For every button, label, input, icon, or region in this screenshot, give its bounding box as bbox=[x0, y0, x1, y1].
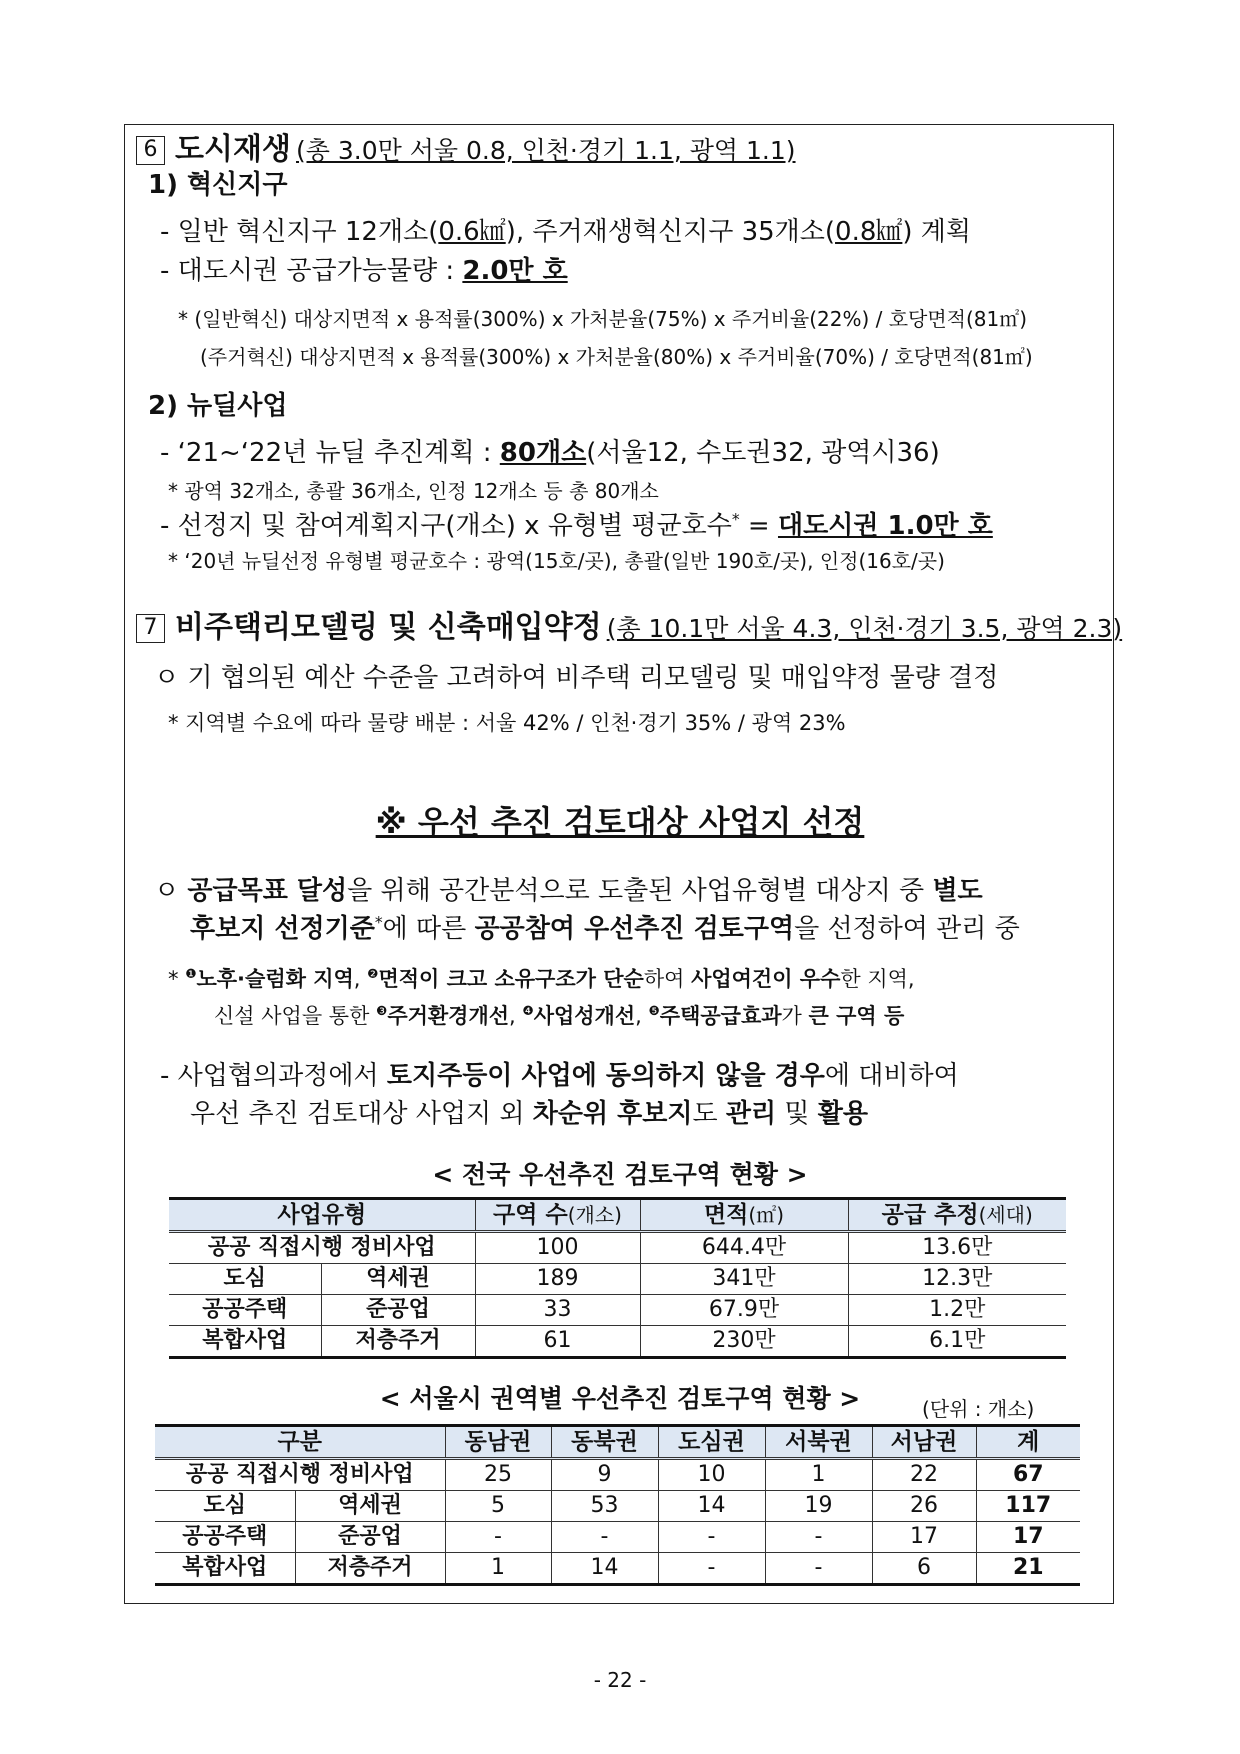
section-number: 6 bbox=[136, 136, 165, 165]
cell: 14 bbox=[658, 1491, 765, 1522]
cell: 9 bbox=[551, 1459, 658, 1491]
note-housing-innovation: (주거혁신) 대상지면적 x 용적률(300%) x 가처분율(80%) x 주거비율(70%) / 호당면적(81㎡) bbox=[200, 345, 1033, 369]
unit: (㎡) bbox=[748, 1203, 785, 1227]
emphasis: 차순위 후보지 bbox=[532, 1099, 693, 1129]
cell: - bbox=[658, 1522, 765, 1553]
emphasis: 사업성개선 bbox=[533, 1004, 636, 1028]
col-header-count bbox=[475, 1199, 640, 1232]
bullet-remodeling: ㅇ 기 협의된 예산 수준을 고려하여 비주택 리모델링 및 매입약정 물량 결정 bbox=[154, 663, 999, 693]
group-label: 도심 bbox=[155, 1491, 295, 1522]
emphasis: 활용 bbox=[817, 1099, 868, 1129]
text: 을 선정하여 관리 중 bbox=[794, 914, 1020, 944]
text: 가 bbox=[781, 1004, 809, 1028]
text: 우선 추진 검토대상 사업지 외 bbox=[190, 1099, 533, 1129]
text: - 사업협의과정에서 bbox=[160, 1061, 387, 1091]
table-row bbox=[169, 1295, 1066, 1326]
text: , bbox=[509, 1004, 523, 1028]
text: 한 지역, bbox=[840, 967, 915, 991]
bullet-supply-volume bbox=[160, 250, 568, 287]
cell: 19 bbox=[765, 1491, 872, 1522]
emphasis: 주거환경개선 bbox=[387, 1004, 510, 1028]
subheading-newdeal: 2) 뉴딜사업 bbox=[148, 391, 288, 421]
section-summary: (총 3.0만 서울 0.8, 인천·경기 1.1, 광역 1.1) bbox=[296, 136, 796, 165]
table-row bbox=[155, 1491, 1080, 1522]
row-label: 준공업 bbox=[295, 1522, 445, 1553]
col-header-southeast: 동남권 bbox=[445, 1426, 551, 1459]
group-label: 복합사업 bbox=[169, 1326, 321, 1358]
cell: - bbox=[445, 1522, 551, 1553]
cell-total: 117 bbox=[1005, 1493, 1052, 1518]
cell: 14 bbox=[551, 1553, 658, 1585]
emphasis: 관리 bbox=[725, 1099, 777, 1129]
marker: ❸ bbox=[376, 1003, 388, 1018]
priority-title: ※ 우선 추진 검토대상 사업지 선정 bbox=[375, 803, 865, 841]
text: - 일반 혁신지구 12개소( bbox=[160, 217, 439, 247]
row-label: 준공업 bbox=[321, 1295, 475, 1326]
criteria-note-line1 bbox=[168, 963, 915, 993]
table-header-row bbox=[155, 1426, 1080, 1459]
table1-caption: < 전국 우선추진 검토구역 현황 > bbox=[432, 1160, 808, 1189]
section-number: 7 bbox=[136, 614, 165, 643]
table-row bbox=[169, 1264, 1066, 1295]
col-header-category: 구분 bbox=[155, 1426, 445, 1459]
seoul-region-table bbox=[155, 1424, 1080, 1586]
cell-area: 67.9만 bbox=[640, 1295, 848, 1326]
table-row bbox=[169, 1232, 1066, 1264]
table-header-row bbox=[169, 1199, 1066, 1232]
fallback-paragraph-line2 bbox=[190, 1093, 868, 1130]
cell-supply: 1.2만 bbox=[929, 1297, 986, 1322]
cell: 10 bbox=[658, 1459, 765, 1491]
section-summary: (총 10.1만 서울 4.3, 인천·경기 3.5, 광역 2.3) bbox=[606, 614, 1123, 643]
priority-paragraph-line1 bbox=[154, 870, 983, 907]
cell: 1 bbox=[765, 1459, 872, 1491]
cell-count: 33 bbox=[475, 1295, 640, 1326]
cell-supply: 6.1만 bbox=[929, 1328, 986, 1353]
text: - 대도시권 공급가능물량 : bbox=[160, 256, 463, 286]
cell: 6 bbox=[872, 1553, 976, 1585]
cell-area: 230만 bbox=[640, 1326, 848, 1358]
cell-supply: 12.3만 bbox=[922, 1266, 993, 1291]
cell-count: 61 bbox=[475, 1326, 640, 1358]
col-header-southwest: 서남권 bbox=[872, 1426, 976, 1459]
marker: ❶ bbox=[185, 966, 197, 981]
supply-value: 2.0만 호 bbox=[462, 256, 568, 286]
text: 에 따른 bbox=[382, 914, 475, 944]
cell: 17 bbox=[872, 1522, 976, 1553]
text: 에 대비하여 bbox=[824, 1061, 959, 1091]
emphasis: 공급목표 달성 bbox=[187, 876, 348, 906]
area-value: 0.8㎢ bbox=[835, 217, 903, 247]
nationwide-table bbox=[169, 1197, 1066, 1359]
cell-count: 189 bbox=[475, 1264, 640, 1295]
text: , bbox=[353, 967, 368, 991]
area-value: 0.6㎢ bbox=[438, 217, 506, 247]
table-row bbox=[169, 1326, 1066, 1358]
text: ), 주거재생혁신지구 35개소( bbox=[505, 217, 836, 247]
cell: - bbox=[551, 1522, 658, 1553]
emphasis: 토지주등이 사업에 동의하지 않을 경우 bbox=[386, 1061, 825, 1091]
col-header-northwest: 서북권 bbox=[765, 1426, 872, 1459]
cell-area: 644.4만 bbox=[640, 1232, 848, 1264]
table-row bbox=[155, 1459, 1080, 1491]
cell-total: 67 bbox=[1012, 1462, 1044, 1487]
cell: 5 bbox=[445, 1491, 551, 1522]
bullet-newdeal-plan bbox=[160, 432, 940, 469]
text: - 선정지 및 참여계획지구(개소) x 유형별 평균호수 bbox=[160, 511, 732, 541]
cell-supply: 13.6만 bbox=[922, 1235, 993, 1260]
group-label: 도심 bbox=[169, 1264, 321, 1295]
text: , bbox=[635, 1004, 649, 1028]
emphasis: 별도 bbox=[932, 876, 983, 906]
bullet-innovation-count bbox=[160, 211, 971, 248]
row-label: 저층주거 bbox=[321, 1326, 475, 1358]
note-regional-allocation: * 지역별 수요에 따라 물량 배분 : 서울 42% / 인천·경기 35% / 광역 23% bbox=[168, 711, 846, 735]
page-number: - 22 - bbox=[593, 1668, 647, 1692]
note-newdeal-breakdown: * 광역 32개소, 총괄 36개소, 인정 12개소 등 총 80개소 bbox=[168, 479, 659, 503]
subheading-innovation: 1) 혁신지구 bbox=[148, 170, 288, 200]
section-title: 비주택리모델링 및 신축매입약정 bbox=[175, 610, 602, 645]
text: 구역 수 bbox=[493, 1202, 568, 1228]
marker: ❺ bbox=[648, 1003, 660, 1018]
emphasis: 공공참여 우선추진 검토구역 bbox=[474, 914, 795, 944]
table-row bbox=[155, 1522, 1080, 1553]
unit: (세대) bbox=[978, 1203, 1033, 1227]
fallback-paragraph-line1 bbox=[160, 1055, 959, 1092]
text: 면적 bbox=[703, 1202, 749, 1228]
emphasis: 큰 구역 등 bbox=[808, 1004, 905, 1028]
col-header-northeast: 동북권 bbox=[551, 1426, 658, 1459]
emphasis: 면적이 크고 소유구조가 단순 bbox=[378, 967, 644, 991]
text: 하여 bbox=[643, 967, 692, 991]
section-6-heading bbox=[136, 124, 796, 168]
col-header-downtown: 도심권 bbox=[658, 1426, 765, 1459]
row-label: 공공 직접시행 정비사업 bbox=[155, 1459, 445, 1491]
cell: - bbox=[765, 1522, 872, 1553]
cell: 25 bbox=[445, 1459, 551, 1491]
row-label: 역세권 bbox=[295, 1491, 445, 1522]
text: - ‘21~‘22년 뉴딜 추진계획 : bbox=[160, 438, 500, 468]
text: 도 bbox=[692, 1099, 726, 1129]
text: * bbox=[168, 967, 186, 991]
text: (서울12, 수도권32, 광역시36) bbox=[586, 438, 940, 468]
marker: ❷ bbox=[367, 966, 379, 981]
cell: 1 bbox=[445, 1553, 551, 1585]
col-header-area bbox=[640, 1199, 848, 1232]
section-7-heading bbox=[136, 602, 1122, 646]
note-general-innovation: * (일반혁신) 대상지면적 x 용적률(300%) x 가처분율(75%) x 주거비율(22%) / 호당면적(81㎡) bbox=[178, 307, 1028, 331]
cell: 22 bbox=[872, 1459, 976, 1491]
text: 신설 사업을 통한 bbox=[214, 1004, 377, 1028]
row-label: 저층주거 bbox=[295, 1553, 445, 1585]
group-label: 공공주택 bbox=[169, 1295, 321, 1326]
cell-count: 100 bbox=[475, 1232, 640, 1264]
footnote-mark: * bbox=[731, 510, 740, 529]
supply-value: 대도시권 1.0만 호 bbox=[777, 511, 993, 541]
footnote-mark: * bbox=[374, 913, 383, 932]
emphasis: 노후·슬럼화 지역 bbox=[196, 967, 354, 991]
col-header-supply bbox=[848, 1199, 1066, 1232]
note-newdeal-average: * ‘20년 뉴딜선정 유형별 평균호수 : 광역(15호/곳), 총괄(일반 190호/곳), 인정(16호/곳) bbox=[168, 549, 945, 573]
emphasis: 후보지 선정기준 bbox=[190, 914, 375, 944]
text: 을 위해 공간분석으로 도출된 사업유형별 대상지 중 bbox=[347, 876, 933, 906]
row-label: 공공 직접시행 정비사업 bbox=[169, 1232, 475, 1264]
table2-unit: (단위 : 개소) bbox=[922, 1397, 1035, 1421]
table-row bbox=[155, 1553, 1080, 1585]
text: ) 계획 bbox=[902, 217, 972, 247]
section-title: 도시재생 bbox=[175, 132, 291, 167]
priority-paragraph-line2 bbox=[190, 908, 1020, 945]
unit: (개소) bbox=[567, 1203, 622, 1227]
criteria-note-line2 bbox=[214, 1000, 904, 1030]
bullet-newdeal-formula bbox=[160, 505, 993, 542]
col-header-type: 사업유형 bbox=[169, 1199, 475, 1232]
text: 공급 추정 bbox=[881, 1202, 979, 1228]
text: 및 bbox=[776, 1099, 818, 1129]
row-label: 역세권 bbox=[321, 1264, 475, 1295]
cell: - bbox=[765, 1553, 872, 1585]
table2-caption: < 서울시 권역별 우선추진 검토구역 현황 > bbox=[379, 1384, 861, 1413]
cell: 26 bbox=[872, 1491, 976, 1522]
marker: ❹ bbox=[522, 1003, 534, 1018]
cell-total: 21 bbox=[1012, 1555, 1044, 1580]
cell: - bbox=[658, 1553, 765, 1585]
cell: 53 bbox=[551, 1491, 658, 1522]
cell-area: 341만 bbox=[640, 1264, 848, 1295]
group-label: 복합사업 bbox=[155, 1553, 295, 1585]
text: = bbox=[739, 511, 778, 541]
cell-total: 17 bbox=[1012, 1524, 1044, 1549]
col-header-total: 계 bbox=[976, 1426, 1080, 1459]
emphasis: 주택공급효과 bbox=[659, 1004, 782, 1028]
count-value: 80개소 bbox=[499, 438, 587, 468]
emphasis: 사업여건이 우수 bbox=[691, 967, 841, 991]
bullet-marker: ㅇ bbox=[154, 876, 188, 906]
group-label: 공공주택 bbox=[155, 1522, 295, 1553]
